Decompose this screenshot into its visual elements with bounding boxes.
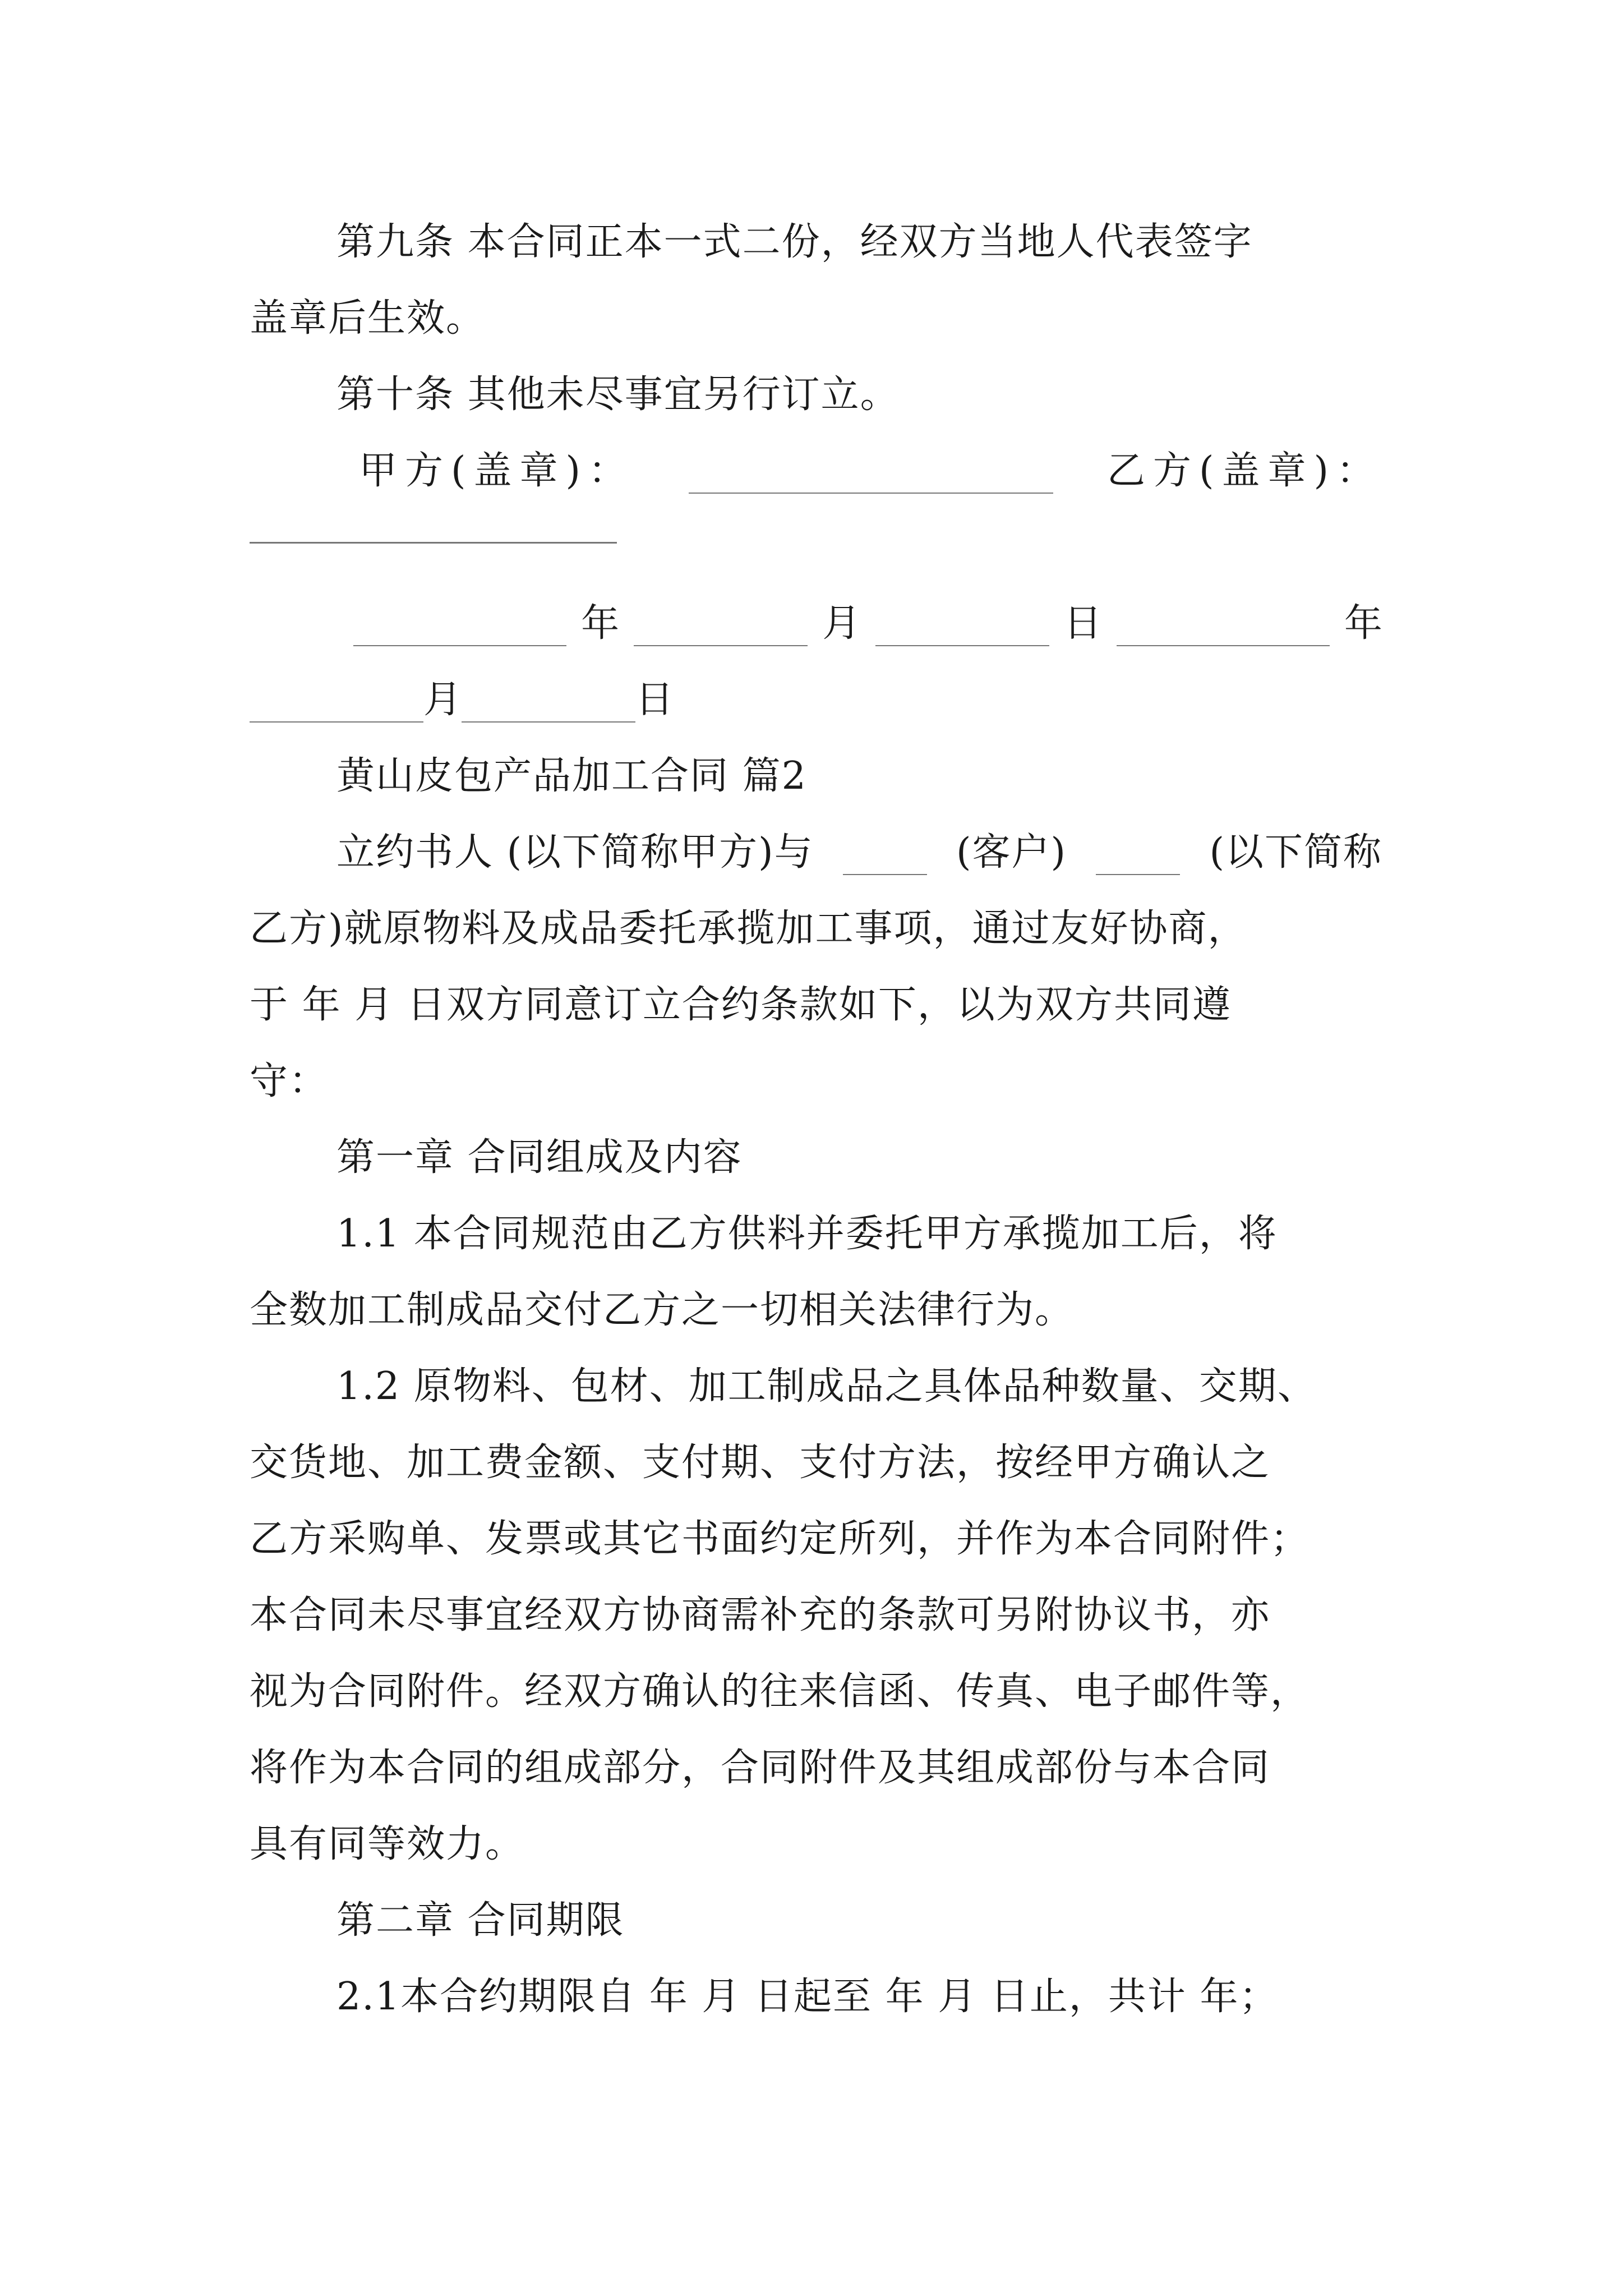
party-a-seal-label: 甲方(盖章)： bbox=[359, 449, 635, 493]
date-row-2 bbox=[250, 678, 674, 723]
day-blank-a bbox=[875, 610, 1049, 646]
clause-1-1-text-2: 全数加工制成品交付乙方之一切相关法律行为。 bbox=[250, 1288, 1075, 1332]
signature-row bbox=[359, 449, 1382, 494]
client-blank-1 bbox=[843, 839, 927, 875]
clause-1-2-text-7: 具有同等效力。 bbox=[250, 1822, 525, 1866]
month-blank-b bbox=[250, 687, 423, 723]
party-a-signature-blank bbox=[689, 458, 1053, 494]
chapter-2-title bbox=[336, 1898, 1382, 1943]
intro-line-4 bbox=[250, 1059, 1382, 1104]
party-b-seal-label: 乙方(盖章)： bbox=[1106, 449, 1382, 493]
section-title-text: 黄山皮包产品加工合同 篇2 bbox=[336, 754, 807, 798]
article-9-line-2 bbox=[250, 296, 1382, 341]
year-blank-a bbox=[353, 610, 566, 646]
clause-1-2-line-2 bbox=[250, 1441, 1382, 1485]
section-title bbox=[336, 754, 1382, 799]
clause-1-2-line-6 bbox=[250, 1746, 1382, 1791]
clause-1-2-text-4: 本合同未尽事宜经双方协商需补充的条款可另附协议书，亦 bbox=[250, 1593, 1271, 1637]
clause-1-2-line-1 bbox=[336, 1364, 1382, 1409]
clause-1-2-line-4 bbox=[250, 1593, 1382, 1638]
clause-1-2-text-5: 视为合同附件。经双方确认的往来信函、传真、电子邮件等， bbox=[250, 1669, 1310, 1714]
article-10-text: 第十条 其他未尽事宜另行订立。 bbox=[336, 372, 900, 417]
intro-line-3 bbox=[250, 983, 1382, 1028]
month-blank-a bbox=[634, 610, 808, 646]
chapter-2-title-text: 第二章 合同期限 bbox=[336, 1898, 625, 1943]
day-blank-b bbox=[462, 687, 635, 723]
intro-text-4: 守： bbox=[250, 1059, 329, 1103]
clause-1-2-line-5 bbox=[250, 1669, 1382, 1714]
year-label-b: 年 bbox=[1344, 601, 1382, 646]
chapter-1-title bbox=[336, 1135, 1382, 1180]
day-label-b: 日 bbox=[635, 678, 674, 722]
month-label-b: 月 bbox=[423, 678, 462, 722]
day-label-a: 日 bbox=[1063, 601, 1102, 646]
intro-text-3: 于 年 月 日双方同意订立合约条款如下，以为双方共同遵 bbox=[250, 983, 1232, 1027]
article-10 bbox=[336, 372, 1382, 417]
clause-1-2-text-3: 乙方采购单、发票或其它书面约定所列，并作为本合同附件； bbox=[250, 1517, 1310, 1561]
intro-text-b: (客户) bbox=[956, 830, 1067, 875]
date-row-1 bbox=[353, 601, 1382, 646]
intro-text-2: 乙方)就原物料及成品委托承揽加工事项，通过友好协商， bbox=[250, 907, 1247, 951]
year-label-a: 年 bbox=[581, 601, 620, 646]
intro-line-1 bbox=[336, 830, 1382, 875]
clause-1-1-text-1: 1.1 本合同规范由乙方供料并委托甲方承揽加工后，将 bbox=[336, 1212, 1278, 1256]
clause-1-1-line-2 bbox=[250, 1288, 1382, 1333]
clause-2-1-text-1: 2.1本合约期限自 年 月 日起至 年 月 日止，共计 年； bbox=[336, 1975, 1279, 2019]
clause-2-1-line-1 bbox=[336, 1975, 1382, 2019]
year-blank-b bbox=[1117, 610, 1330, 646]
article-9-line-1 bbox=[336, 220, 1382, 265]
clause-1-2-line-3 bbox=[250, 1517, 1382, 1562]
chapter-1-title-text: 第一章 合同组成及内容 bbox=[336, 1135, 743, 1180]
clause-1-1-line-1 bbox=[336, 1212, 1382, 1257]
intro-line-2 bbox=[250, 907, 1382, 951]
intro-text-c: (以下简称 bbox=[1209, 830, 1382, 875]
intro-text-a: 立约书人 (以下简称甲方)与 bbox=[336, 830, 814, 875]
client-blank-2 bbox=[1096, 839, 1180, 875]
clause-1-2-text-1: 1.2 原物料、包材、加工制成品之具体品种数量、交期、 bbox=[336, 1364, 1317, 1409]
clause-1-2-text-2: 交货地、加工费金额、支付期、支付方法，按经甲方确认之 bbox=[250, 1441, 1271, 1485]
month-label-a: 月 bbox=[822, 601, 861, 646]
party-b-signature-blank bbox=[250, 542, 617, 544]
article-9-text-2: 盖章后生效。 bbox=[250, 296, 486, 341]
clause-1-2-line-7 bbox=[250, 1822, 1382, 1867]
article-9-text-1: 第九条 本合同正本一式二份，经双方当地人代表签字 bbox=[336, 220, 1253, 264]
clause-1-2-text-6: 将作为本合同的组成部分，合同附件及其组成部份与本合同 bbox=[250, 1746, 1271, 1790]
